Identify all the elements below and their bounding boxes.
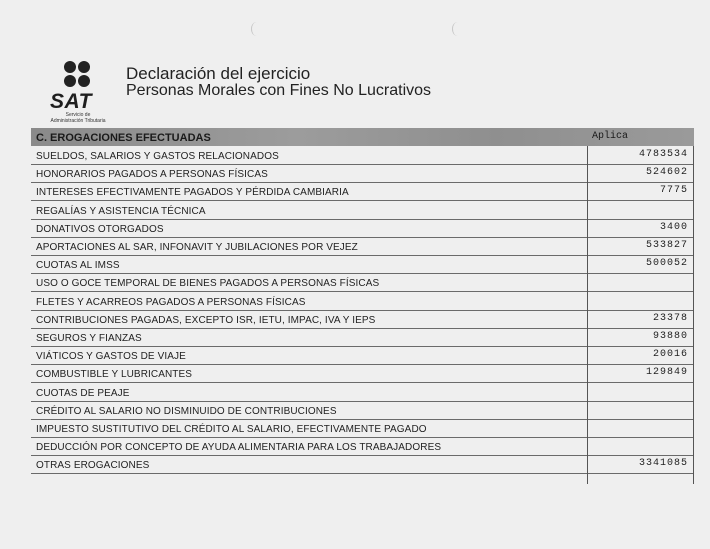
row-label: CONTRIBUCIONES PAGADAS, EXCEPTO ISR, IETU, IMPAC, IVA Y IEPS — [36, 314, 376, 326]
row-label: HONORARIOS PAGADOS A PERSONAS FÍSICAS — [36, 169, 268, 181]
row-value: 20016 — [652, 349, 688, 361]
row-label: INTERESES EFECTIVAMENTE PAGADOS Y PÉRDIDA CAMBIARIA — [36, 187, 349, 199]
row-label: CUOTAS DE PEAJE — [36, 387, 130, 399]
logo-dots-icon — [62, 60, 92, 90]
column-header-aplica: Aplica — [592, 131, 629, 142]
sat-logo — [38, 60, 118, 122]
table-row — [31, 164, 694, 183]
row-value: 23378 — [652, 312, 688, 324]
logo-subtitle: Servicio de — [65, 112, 91, 118]
row-label: REGALÍAS Y ASISTENCIA TÉCNICA — [36, 205, 206, 217]
page-subtitle: Personas Morales con Fines No Lucrativos — [126, 82, 432, 99]
row-value: 4783534 — [638, 149, 688, 160]
table-row — [31, 383, 694, 402]
table-row — [31, 437, 694, 456]
row-value: 93880 — [652, 331, 688, 342]
column-divider — [587, 146, 588, 484]
expenses-table — [31, 128, 694, 484]
table-row — [31, 419, 694, 438]
table-row — [31, 219, 694, 238]
table-row — [31, 201, 694, 220]
row-value: 129849 — [645, 367, 688, 379]
logo-text: SAT — [50, 90, 92, 113]
row-value: 7775 — [659, 185, 688, 197]
page-title: Declaración del ejercicio — [126, 64, 311, 83]
table-row — [31, 364, 694, 383]
row-value: 500052 — [645, 258, 688, 270]
table-row — [31, 455, 694, 474]
row-value: 524602 — [645, 167, 688, 179]
row-label: DEDUCCIÓN POR CONCEPTO DE AYUDA ALIMENTARIA PARA LOS TRABAJADORES — [36, 442, 442, 454]
table-row — [31, 273, 694, 292]
row-label: SUELDOS, SALARIOS Y GASTOS RELACIONADOS — [36, 151, 279, 162]
row-value: 3341085 — [638, 458, 688, 470]
row-label: CRÉDITO AL SALARIO NO DISMINUIDO DE CONTRIBUCIONES — [36, 405, 337, 417]
table-row — [31, 401, 694, 420]
row-label: CUOTAS AL IMSS — [36, 260, 120, 272]
table-row — [31, 255, 694, 274]
row-label: VIÁTICOS Y GASTOS DE VIAJE — [36, 351, 186, 363]
row-label: IMPUESTO SUSTITUTIVO DEL CRÉDITO AL SALARIO, EFECTIVAMENTE PAGADO — [36, 424, 427, 435]
row-label: DONATIVOS OTORGADOS — [36, 223, 164, 235]
logo-subtitle: Administración Tributaria — [50, 118, 106, 124]
punch-hole-mark — [251, 22, 262, 36]
table-row — [31, 146, 694, 165]
row-value: 3400 — [659, 221, 688, 233]
punch-hole-mark — [452, 22, 463, 36]
table-row — [31, 182, 694, 201]
table-row — [31, 237, 694, 256]
section-title: C. EROGACIONES EFECTUADAS — [36, 132, 211, 144]
table-row — [31, 346, 694, 365]
row-label: SEGUROS Y FIANZAS — [36, 333, 142, 344]
row-label: FLETES Y ACARREOS PAGADOS A PERSONAS FÍSICAS — [36, 296, 306, 308]
table-row — [31, 292, 694, 311]
row-label: OTRAS EROGACIONES — [36, 460, 150, 472]
table-row — [31, 310, 694, 329]
row-label: APORTACIONES AL SAR, INFONAVIT Y JUBILACIONES POR VEJEZ — [36, 242, 358, 253]
section-header — [31, 128, 694, 146]
table-border — [693, 146, 694, 484]
row-value: 533827 — [645, 240, 688, 251]
row-label: COMBUSTIBLE Y LUBRICANTES — [36, 369, 193, 381]
table-row — [31, 328, 694, 347]
row-label: USO O GOCE TEMPORAL DE BIENES PAGADOS A PERSONAS FÍSICAS — [36, 278, 380, 290]
